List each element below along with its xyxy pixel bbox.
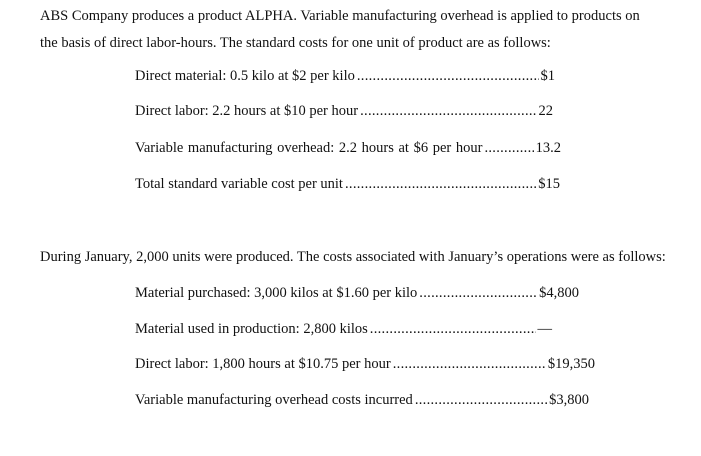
row-label: Variable manufacturing overhead costs incurred bbox=[135, 392, 413, 408]
january-intro: During January, 2,000 units were produced. The costs associated with January’s operations were as follows: bbox=[40, 249, 666, 265]
dot-leader bbox=[360, 103, 536, 120]
dot-leader bbox=[345, 176, 536, 193]
row-label: Direct labor: 2.2 hours at $10 per hour bbox=[135, 103, 359, 119]
row-label: Direct labor: 1,800 hours at $10.75 per hour bbox=[135, 356, 391, 372]
row-value: $4,800 bbox=[539, 285, 579, 301]
row-value: $3,800 bbox=[549, 392, 589, 408]
january-cost-row bbox=[135, 321, 552, 338]
dot-leader bbox=[357, 68, 539, 85]
dot-leader bbox=[484, 140, 533, 157]
row-value: $19,350 bbox=[547, 356, 595, 372]
row-label: Total standard variable cost per unit bbox=[135, 176, 343, 192]
row-label: Direct material: 0.5 kilo at $2 per kilo bbox=[135, 68, 355, 84]
dot-leader bbox=[393, 356, 546, 373]
standard-cost-row bbox=[135, 176, 560, 193]
row-value: $15 bbox=[538, 176, 560, 192]
intro-line-2: the basis of direct labor-hours. The standard costs for one unit of product are as follows: bbox=[40, 35, 551, 51]
january-cost-row bbox=[135, 356, 595, 373]
dot-leader bbox=[419, 285, 537, 302]
standard-cost-row bbox=[135, 103, 553, 120]
january-cost-row bbox=[135, 285, 579, 302]
row-label: Material purchased: 3,000 kilos at $1.60 per kilo bbox=[135, 285, 418, 301]
intro-line-1: ABS Company produces a product ALPHA. Variable manufacturing overhead is applied to products on bbox=[40, 8, 640, 24]
row-value: 22 bbox=[538, 103, 553, 119]
row-label: Variable manufacturing overhead: 2.2 hours at $6 per hour bbox=[135, 140, 483, 156]
row-value: — bbox=[537, 321, 552, 337]
standard-cost-row bbox=[135, 140, 561, 157]
row-label: Material used in production: 2,800 kilos bbox=[135, 321, 368, 337]
january-cost-row bbox=[135, 392, 589, 409]
dot-leader bbox=[370, 321, 536, 338]
row-value: 13.2 bbox=[535, 140, 561, 156]
row-value: $1 bbox=[540, 68, 555, 84]
standard-cost-row bbox=[135, 68, 555, 85]
dot-leader bbox=[415, 392, 547, 409]
